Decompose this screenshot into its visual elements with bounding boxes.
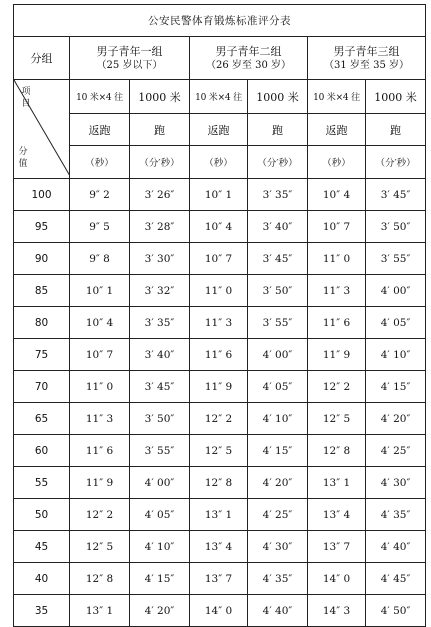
1000m-time-cell: 4′ 15″: [248, 435, 308, 467]
1000m-time-cell: 3′ 45″: [130, 371, 190, 403]
1000m-time-cell: 3′ 45″: [248, 243, 308, 275]
event-1000m-line2: 跑: [366, 114, 426, 146]
shuttle-run-time-cell: 9″ 5: [70, 211, 130, 243]
shuttle-run-time-cell: 9″ 8: [70, 243, 130, 275]
1000m-time-cell: 3′ 50″: [130, 403, 190, 435]
score-cell: 65: [14, 403, 70, 435]
event-shuttle-run-line1: 10 米×4 往: [308, 80, 366, 114]
1000m-time-cell: 4′ 00″: [366, 275, 426, 307]
shuttle-run-time-cell: 11″ 3: [190, 307, 248, 339]
1000m-time-cell: 4′ 30″: [366, 467, 426, 499]
score-cell: 75: [14, 339, 70, 371]
shuttle-run-time-cell: 11″ 6: [308, 307, 366, 339]
group-1-name: 男子青年一组: [96, 44, 163, 58]
score-cell: 80: [14, 307, 70, 339]
table-row: [14, 243, 426, 275]
1000m-time-cell: 4′ 20″: [130, 595, 190, 627]
1000m-time-cell: 4′ 20″: [248, 467, 308, 499]
1000m-time-cell: 4′ 15″: [130, 563, 190, 595]
group-2-name: 男子青年二组: [215, 44, 282, 58]
table-row: [14, 339, 426, 371]
unit-minutes-seconds: （分′秒）: [130, 146, 190, 179]
shuttle-run-time-cell: 12″ 5: [70, 531, 130, 563]
shuttle-run-time-cell: 10″ 1: [70, 275, 130, 307]
1000m-time-cell: 4′ 20″: [366, 403, 426, 435]
table-row: [14, 211, 426, 243]
shuttle-run-time-cell: 14″ 3: [308, 595, 366, 627]
table-row: [14, 467, 426, 499]
shuttle-run-time-cell: 11″ 6: [70, 435, 130, 467]
group-header-label: 分组: [14, 37, 70, 80]
score-cell: 85: [14, 275, 70, 307]
shuttle-run-time-cell: 11″ 3: [70, 403, 130, 435]
event-shuttle-run-line2: 返跑: [70, 114, 130, 146]
1000m-time-cell: 3′ 40″: [248, 211, 308, 243]
1000m-time-cell: 3′ 45″: [366, 179, 426, 211]
unit-seconds: （秒）: [190, 146, 248, 179]
shuttle-run-time-cell: 10″ 7: [70, 339, 130, 371]
table-title: 公安民警体育锻炼标准评分表: [14, 5, 426, 37]
shuttle-run-time-cell: 11″ 0: [308, 243, 366, 275]
1000m-time-cell: 3′ 40″: [130, 339, 190, 371]
1000m-time-cell: 3′ 55″: [366, 243, 426, 275]
shuttle-run-time-cell: 12″ 2: [308, 371, 366, 403]
shuttle-run-time-cell: 12″ 5: [190, 435, 248, 467]
event-shuttle-run-line2: 返跑: [190, 114, 248, 146]
score-cell: 50: [14, 499, 70, 531]
1000m-time-cell: 4′ 25″: [248, 499, 308, 531]
score-table-sheet: [13, 4, 425, 617]
shuttle-run-time-cell: 12″ 8: [308, 435, 366, 467]
1000m-time-cell: 4′ 05″: [130, 499, 190, 531]
event-1000m-line2: 跑: [248, 114, 308, 146]
score-cell: 100: [14, 179, 70, 211]
1000m-time-cell: 4′ 40″: [366, 531, 426, 563]
shuttle-run-time-cell: 13″ 4: [308, 499, 366, 531]
1000m-time-cell: 3′ 50″: [248, 275, 308, 307]
group-1-range: （25 岁以下）: [96, 59, 163, 71]
1000m-time-cell: 3′ 35″: [248, 179, 308, 211]
table-row: [14, 179, 426, 211]
1000m-time-cell: 3′ 26″: [130, 179, 190, 211]
1000m-time-cell: 4′ 05″: [366, 307, 426, 339]
shuttle-run-time-cell: 13″ 7: [190, 563, 248, 595]
1000m-time-cell: 4′ 25″: [366, 435, 426, 467]
group-header-1: [70, 37, 190, 80]
corner-diagonal-cell: [14, 80, 70, 179]
shuttle-run-time-cell: 13″ 1: [190, 499, 248, 531]
score-table: [13, 4, 426, 627]
shuttle-run-time-cell: 9″ 2: [70, 179, 130, 211]
shuttle-run-time-cell: 13″ 1: [70, 595, 130, 627]
shuttle-run-time-cell: 11″ 0: [70, 371, 130, 403]
shuttle-run-time-cell: 11″ 6: [190, 339, 248, 371]
score-cell: 90: [14, 243, 70, 275]
event-1000m-line2: 跑: [130, 114, 190, 146]
table-row: [14, 403, 426, 435]
score-cell: 55: [14, 467, 70, 499]
shuttle-run-time-cell: 10″ 7: [308, 211, 366, 243]
1000m-time-cell: 3′ 55″: [248, 307, 308, 339]
shuttle-run-time-cell: 14″ 0: [308, 563, 366, 595]
corner-score-label: 分值: [18, 147, 28, 169]
1000m-time-cell: 4′ 05″: [248, 371, 308, 403]
table-row: [14, 371, 426, 403]
1000m-time-cell: 3′ 50″: [366, 211, 426, 243]
shuttle-run-time-cell: 12″ 8: [190, 467, 248, 499]
shuttle-run-time-cell: 11″ 9: [190, 371, 248, 403]
event-shuttle-run-line2: 返跑: [308, 114, 366, 146]
table-row: [14, 563, 426, 595]
shuttle-run-time-cell: 10″ 7: [190, 243, 248, 275]
1000m-time-cell: 4′ 35″: [366, 499, 426, 531]
unit-minutes-seconds: （分′秒）: [248, 146, 308, 179]
group-2-range: （26 岁至 30 岁）: [206, 59, 291, 71]
1000m-time-cell: 4′ 15″: [366, 371, 426, 403]
shuttle-run-time-cell: 12″ 2: [70, 499, 130, 531]
shuttle-run-time-cell: 13″ 1: [308, 467, 366, 499]
shuttle-run-time-cell: 12″ 5: [308, 403, 366, 435]
table-row: [14, 275, 426, 307]
table-row: [14, 435, 426, 467]
1000m-time-cell: 4′ 00″: [248, 339, 308, 371]
1000m-time-cell: 4′ 45″: [366, 563, 426, 595]
shuttle-run-time-cell: 10″ 1: [190, 179, 248, 211]
table-row: [14, 307, 426, 339]
unit-seconds: （秒）: [70, 146, 130, 179]
1000m-time-cell: 4′ 30″: [248, 531, 308, 563]
shuttle-run-time-cell: 11″ 9: [70, 467, 130, 499]
1000m-time-cell: 4′ 35″: [248, 563, 308, 595]
shuttle-run-time-cell: 10″ 4: [190, 211, 248, 243]
shuttle-run-time-cell: 12″ 8: [70, 563, 130, 595]
1000m-time-cell: 4′ 40″: [248, 595, 308, 627]
event-shuttle-run-line1: 10 米×4 往: [70, 80, 130, 114]
1000m-time-cell: 3′ 35″: [130, 307, 190, 339]
1000m-time-cell: 3′ 28″: [130, 211, 190, 243]
group-header-3: [308, 37, 426, 80]
1000m-time-cell: 4′ 10″: [130, 531, 190, 563]
shuttle-run-time-cell: 11″ 9: [308, 339, 366, 371]
group-3-range: （31 岁至 35 岁）: [324, 59, 410, 71]
shuttle-run-time-cell: 11″ 3: [308, 275, 366, 307]
score-cell: 40: [14, 563, 70, 595]
group-header-2: [190, 37, 308, 80]
1000m-time-cell: 3′ 30″: [130, 243, 190, 275]
shuttle-run-time-cell: 11″ 0: [190, 275, 248, 307]
event-1000m-line1: 1000 米: [130, 80, 190, 114]
shuttle-run-time-cell: 12″ 2: [190, 403, 248, 435]
shuttle-run-time-cell: 13″ 4: [190, 531, 248, 563]
1000m-time-cell: 3′ 32″: [130, 275, 190, 307]
table-row: [14, 531, 426, 563]
corner-item-label: 项目: [21, 87, 31, 109]
shuttle-run-time-cell: 13″ 7: [308, 531, 366, 563]
event-1000m-line1: 1000 米: [366, 80, 426, 114]
table-row: [14, 499, 426, 531]
event-1000m-line1: 1000 米: [248, 80, 308, 114]
1000m-time-cell: 4′ 50″: [366, 595, 426, 627]
score-cell: 70: [14, 371, 70, 403]
event-shuttle-run-line1: 10 米×4 往: [190, 80, 248, 114]
unit-minutes-seconds: （分′秒）: [366, 146, 426, 179]
score-cell: 60: [14, 435, 70, 467]
group-3-name: 男子青年三组: [333, 44, 400, 58]
1000m-time-cell: 3′ 55″: [130, 435, 190, 467]
1000m-time-cell: 4′ 00″: [130, 467, 190, 499]
score-cell: 45: [14, 531, 70, 563]
unit-seconds: （秒）: [308, 146, 366, 179]
score-cell: 95: [14, 211, 70, 243]
shuttle-run-time-cell: 10″ 4: [70, 307, 130, 339]
1000m-time-cell: 4′ 10″: [366, 339, 426, 371]
table-row: [14, 595, 426, 627]
shuttle-run-time-cell: 10″ 4: [308, 179, 366, 211]
score-cell: 35: [14, 595, 70, 627]
shuttle-run-time-cell: 14″ 0: [190, 595, 248, 627]
1000m-time-cell: 4′ 10″: [248, 403, 308, 435]
